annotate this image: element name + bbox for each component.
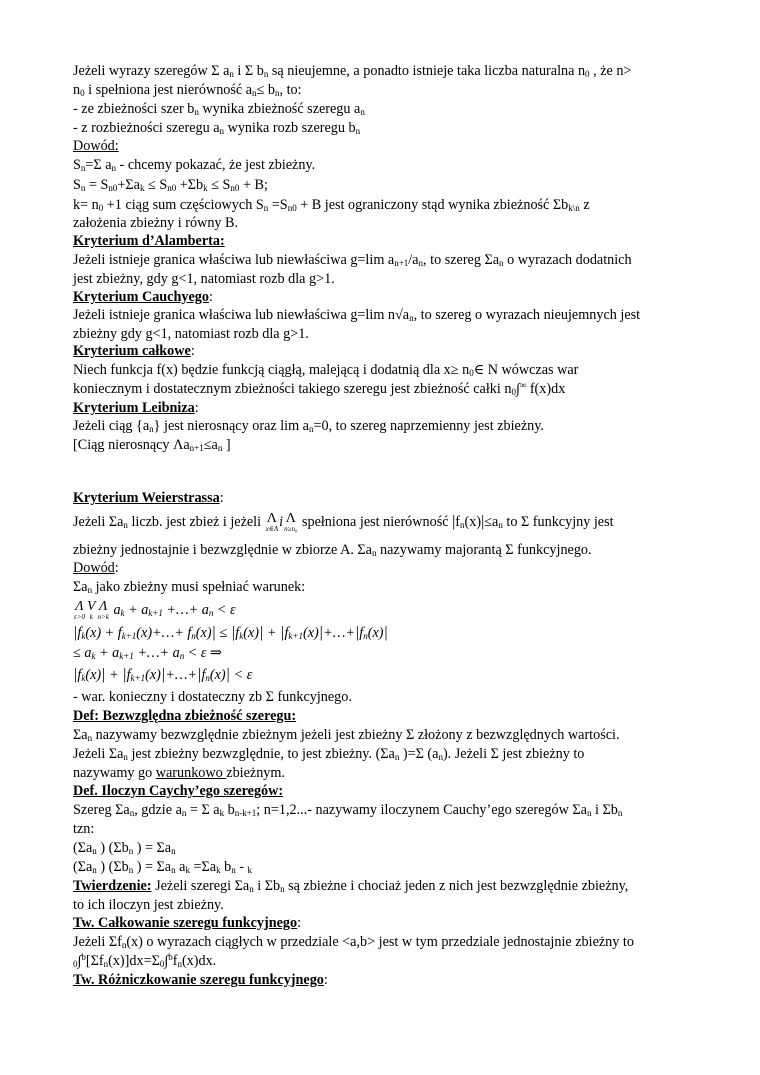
integral-line-1: Niech funkcja f(x) będzie funkcją ciągłą, malejącą i dodatnią dla $x\ge n_0\in$ N wówczas war (73, 362, 579, 378)
intro-line-3: - ze zbieżności szer $b_n$ wynika zbieżność szeregu $a_n$ (73, 101, 365, 117)
integral-line-2: koniecznym i dostatecznym zbieżności takiego szeregu jest zbieżność całki $n_0\int^\infty$ f(x)dx (73, 380, 566, 397)
theorem-line-1: Twierdzenie: Jeżeli szeregi $\Sigma a_n$ i $\Sigma b_n$ są zbieżne i chociaż jeden z nich jest bezwzględnie zbieżny, (73, 878, 629, 894)
absolute-line-1: $\Sigma a_n$ nazywamy bezwzględnie zbieżnym jeżeli jest zbieżny Σ złożony z bezwzględnych wartości. (73, 727, 620, 743)
integration-line-2: $_0\int^b[\Sigma f_n(x)]dx=\Sigma_0\int^bf_n(x)dx$. (73, 952, 217, 969)
cauchy-title-line: Kryterium Cauchyego: (73, 289, 213, 305)
quantifier-x-in-a: Λ x∈A (265, 511, 279, 534)
formula-4: $|f_k(x)|$ + $|f_{k+1}(x)|+\dots+|f_n(x)| < \varepsilon$ (73, 666, 253, 683)
proof-line-2: $S_n = S_{n0}+\Sigma a_k \le S_{n0} +\Sigma b_k \le S_{n0} + B$; (73, 177, 268, 193)
weierstrass-proof-heading: Dowód: (73, 560, 119, 576)
intro-line-2: $n_0$ i spełniona jest nierówność $a_n\le b_n$, to: (73, 82, 302, 98)
weierstrass-line-4: - war. konieczny i dostateczny zb Σ funkcyjnego. (73, 689, 352, 705)
cauchy-product-title: Def. Iloczyn Caychy’ego szeregów: (73, 783, 284, 799)
integral-title-line: Kryterium całkowe: (73, 343, 195, 359)
integration-line-1: Jeżeli $\Sigma f_n(x)$ o wyrazach ciągłych w przedziale <a,b> jest w tym przedziale jednostajnie zbieżny to (73, 934, 634, 950)
weierstrass-line-1: Jeżeli $\Sigma a_n$ liczb. jest zbież i jeżeli Λ x∈A i Λ n≥n₀ spełniona jest nierówność $|f_n(x)|\le a_n$ to Σ funkcyjny jest (73, 511, 614, 534)
leibniz-title-line: Kryterium Leibniza: (73, 400, 199, 416)
weierstrass-title-line: Kryterium Weierstrassa: (73, 490, 224, 506)
absolute-title: Def: Bezwzględna zbieżność szeregu: (73, 708, 297, 724)
intro-line-4: - z rozbieżności szeregu $a_n$ wynika rozb szeregu $b_n$ (73, 120, 361, 136)
formula-3: ≤ $a_k + a_{k+1}$ +…+ $a_n < \varepsilon$ ⇒ (73, 645, 222, 661)
weierstrass-line-3: $\Sigma a_n$ jako zbieżny musi spełniać warunek: (73, 579, 306, 595)
cauchy-product-line-2: tzn: (73, 821, 95, 837)
proof-line-4: założenia zbieżny i równy B. (73, 215, 239, 231)
dalembert-title: Kryterium d’Alamberta: (73, 233, 225, 249)
absolute-line-3: nazywamy go warunkowo zbieżnym. (73, 765, 285, 781)
cauchy-line-1: Jeżeli istnieje granica właściwa lub niewłaściwa g=lim $n√a_n$, to szereg o wyrazach nieujemnych jest (73, 307, 641, 323)
leibniz-line-1: Jeżeli ciąg $\{a_n\}$ jest nierosnący oraz $\lim a_n=0$, to szereg naprzemienny jest zbieżny. (73, 418, 544, 434)
dalembert-line-2: jest zbieżny, gdy g<1, natomiast rozb dla g>1. (73, 271, 335, 287)
quantifier-n-ge-n0: Λ n≥n₀ (284, 511, 298, 534)
cauchy-product-line-3: ($\Sigma a_n$ ) ($\Sigma b_n$ ) = $\Sigma a_n$ (73, 840, 176, 856)
formula-1: Λ ε>0 V k Λ n>k $a_k + a_{k+1}$ +…+ $a_n < \varepsilon$ (74, 599, 236, 622)
formula-2: $|f_k(x)$ + $f_{k+1}(x)+\dots+ f_n(x)| \le |f_k(x)|$ + $|f_{k+1}(x)|+\dots+|f_n(x)|$ (73, 624, 388, 641)
proof-line-3: $k= n_0 +1$ ciąg sum częściowych $S_n =S_{n0} + B$ jest ograniczony stąd wynika zbieżność $\Sigma b_{k\backslash n}$ z (73, 197, 590, 213)
absolute-line-2: Jeżeli $\Sigma a_n$ jest zbieżny bezwzględnie, to jest zbieżny. ($\Sigma a_n$ )=Σ $(a_n)$. Jeżeli Σ jest zbieżny to (73, 746, 585, 762)
theorem-line-2: to ich iloczyn jest zbieżny. (73, 897, 224, 913)
proof-line-1: $S_n=\Sigma$ $a_n$ - chcemy pokazać, że jest zbieżny. (73, 157, 316, 173)
cauchy-product-line-4: ($\Sigma a_n$ ) ($\Sigma b_n$ ) = $\Sigma a_n$ $a_k =\Sigma a_k$ $b_n - _k$ (73, 859, 253, 875)
intro-line-1: Jeżeli wyrazy szeregów Σ $a_n$ i Σ $b_n$ są nieujemne, a ponadto istnieje taka liczba naturalna $n_0$ , że n> (73, 63, 632, 79)
cauchy-line-2: zbieżny gdy g<1, natomiast rozb dla g>1. (73, 326, 309, 342)
integration-title-line: Tw. Całkowanie szeregu funkcyjnego: (73, 915, 302, 931)
proof-heading: Dowód: (73, 138, 119, 154)
weierstrass-line-2: zbieżny jednostajnie i bezwzględnie w zbiorze A. $\Sigma a_n$ nazywamy majorantą Σ funkcyjnego. (73, 542, 592, 558)
leibniz-line-2: [Ciąg nierosnący $\Lambda a_{n+1}\le a_n$ ] (73, 437, 231, 453)
cauchy-product-line-1: Szereg $\Sigma a_n$, gdzie $a_n = \Sigma$ $a_k$ $b_{n-k+1}$; n=1,2...- nazywamy iloczynem Cauchy’ego szeregów $\Sigma a_n$ i $\Sigma b_n$ (73, 802, 623, 818)
dalembert-line-1: Jeżeli istnieje granica właściwa lub niewłaściwa g=lim $a_{n+1}/a_n$, to szereg $\Sigma a_n$ o wyrazach dodatnich (73, 252, 632, 268)
differentiation-title-line: Tw. Różniczkowanie szeregu funkcyjnego: (73, 972, 328, 988)
